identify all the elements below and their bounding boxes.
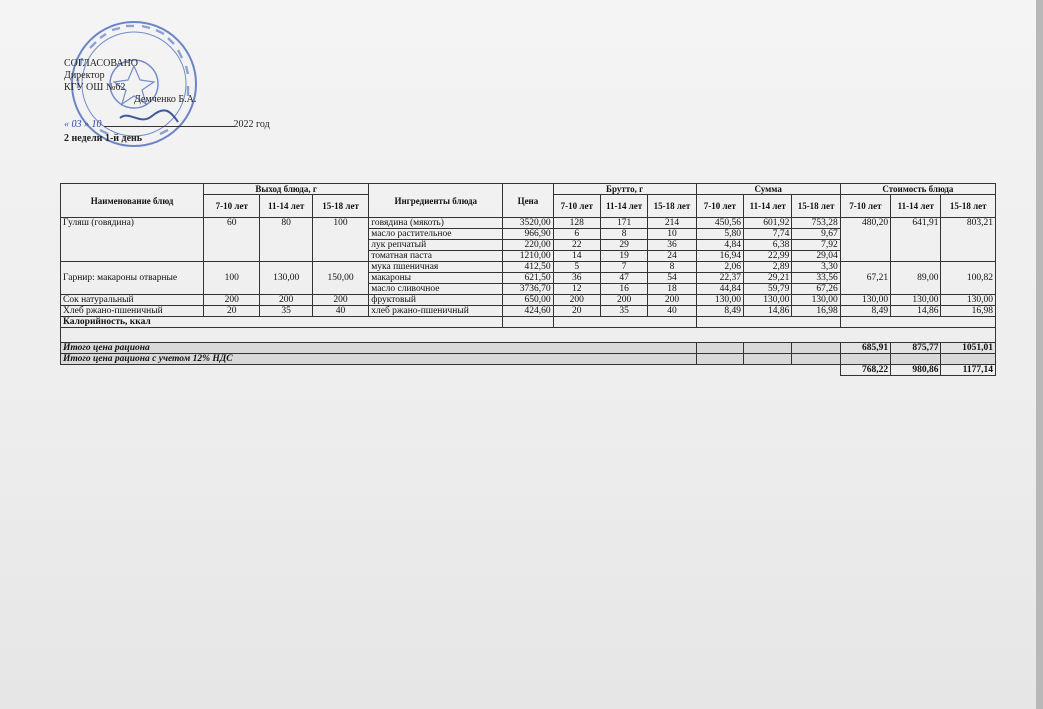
age-header: 15-18 лет: [312, 195, 368, 218]
header-yield: Выход блюда, г: [204, 184, 369, 195]
dish-name: Сок натуральный: [61, 295, 204, 306]
empty-cell: [840, 317, 995, 328]
dish-yield: [312, 262, 368, 295]
dish-cost: 803,21: [941, 218, 996, 262]
dish-yield: 60: [204, 218, 260, 262]
age-header: 7-10 лет: [696, 195, 743, 218]
dish-cost: 100,82: [941, 262, 996, 295]
dish-yield: 100: [312, 218, 368, 262]
ingredient-price: 220,00: [503, 240, 553, 251]
gross-value: 54: [648, 273, 696, 284]
sum-value: 4,84: [696, 240, 743, 251]
approval-position: Директор: [64, 70, 105, 81]
empty-cell: [553, 317, 696, 328]
gross-value: 40: [648, 306, 696, 317]
gross-value: 47: [600, 273, 647, 284]
sum-value: 7,92: [792, 240, 840, 251]
dish-cost: 130,00: [941, 295, 996, 306]
gross-value: 36: [553, 273, 600, 284]
empty-cell: [696, 317, 840, 328]
age-header: 7-10 лет: [553, 195, 600, 218]
dish-yield: [204, 262, 260, 295]
dish-cost: 14,86: [891, 306, 941, 317]
empty-cell: [840, 354, 890, 365]
ingredient-name: хлеб ржано-пшеничный: [369, 306, 503, 317]
sum-value: 753,28: [792, 218, 840, 229]
empty-cell: [744, 354, 792, 365]
ingredient-price: 621,50: [503, 273, 553, 284]
header-dish: Наименование блюд: [61, 184, 204, 218]
gross-value: 8: [648, 262, 696, 273]
sum-value: 2,06: [696, 262, 743, 273]
approval-year: 2022 год: [233, 119, 270, 130]
dish-yield: 35: [260, 306, 312, 317]
empty-cell: [941, 354, 996, 365]
gross-value: 171: [600, 218, 647, 229]
approval-signature: Демченко Б.А.: [134, 94, 197, 105]
sum-value: 3,30: [792, 262, 840, 273]
total-vat-values-row: [61, 365, 996, 376]
ingredient-name: масло сливочное: [369, 284, 503, 295]
gross-value: 200: [648, 295, 696, 306]
calories-label: Калорийность, ккал: [61, 317, 503, 328]
ingredient-name: говядина (мякоть): [369, 218, 503, 229]
empty-cell: [503, 317, 553, 328]
ingredient-price: 412,50: [503, 262, 553, 273]
menu-cost-table: [60, 183, 996, 376]
gross-value: 5: [553, 262, 600, 273]
header-price: Цена: [503, 184, 553, 218]
table-row: [61, 218, 996, 229]
age-header: 11-14 лет: [600, 195, 647, 218]
sum-value: 29,21: [744, 273, 792, 284]
age-header: 15-18 лет: [648, 195, 696, 218]
total-value: 685,91: [840, 343, 890, 354]
age-header: 11-14 лет: [744, 195, 792, 218]
sum-value: 130,00: [744, 295, 792, 306]
gross-value: 12: [553, 284, 600, 295]
sum-value: 14,86: [744, 306, 792, 317]
gross-value: 214: [648, 218, 696, 229]
ingredient-name: макароны: [369, 273, 503, 284]
gross-value: 36: [648, 240, 696, 251]
dish-yield: 200: [204, 295, 260, 306]
gross-value: 128: [553, 218, 600, 229]
calories-row: [61, 317, 996, 328]
total-vat-value: 1177,14: [941, 365, 996, 376]
dish-cost: 130,00: [840, 295, 890, 306]
dish-cost: 641,91: [891, 218, 941, 262]
empty-cell: [61, 328, 996, 343]
total-vat-value: 980,86: [891, 365, 941, 376]
approval-organization: КГУ ОШ №62: [64, 82, 126, 93]
spacer-row: [61, 328, 996, 343]
ingredient-price: 3736,70: [503, 284, 553, 295]
gross-value: 14: [553, 251, 600, 262]
sum-value: 22,37: [696, 273, 743, 284]
dish-name: [61, 262, 204, 295]
approval-block: [64, 58, 270, 145]
total-vat-row: [61, 354, 996, 365]
gross-value: 24: [648, 251, 696, 262]
empty-cell: [792, 343, 840, 354]
dish-cost: 130,00: [891, 295, 941, 306]
total-vat-value: 768,22: [840, 365, 890, 376]
total-label: Итого цена рациона: [61, 343, 697, 354]
empty-cell: [61, 365, 841, 376]
sum-value: 7,74: [744, 229, 792, 240]
dish-yield-text: 100: [224, 273, 239, 283]
sum-value: 22,99: [744, 251, 792, 262]
ingredient-price: 1210,00: [503, 251, 553, 262]
header-ingredients: Ингредиенты блюда: [369, 184, 503, 218]
sum-value: 44,84: [696, 284, 743, 295]
sum-value: 59,79: [744, 284, 792, 295]
age-header: 7-10 лет: [204, 195, 260, 218]
sum-value: 9,67: [792, 229, 840, 240]
gross-value: 8: [600, 229, 647, 240]
gross-value: 6: [553, 229, 600, 240]
dish-cost: 480,20: [840, 218, 890, 262]
ingredient-price: 966,90: [503, 229, 553, 240]
ingredient-name: томатная паста: [369, 251, 503, 262]
dish-yield: 40: [312, 306, 368, 317]
sum-value: 2,89: [744, 262, 792, 273]
dish-cost: 16,98: [941, 306, 996, 317]
dish-yield: 20: [204, 306, 260, 317]
dish-yield-text: 150,00: [327, 273, 354, 283]
gross-value: 7: [600, 262, 647, 273]
total-value: 875,77: [891, 343, 941, 354]
table-row: [61, 295, 996, 306]
approval-title: СОГЛАСОВАНО: [64, 58, 139, 69]
ingredient-name: фруктовый: [369, 295, 503, 306]
age-header: 11-14 лет: [260, 195, 312, 218]
sum-value: 130,00: [792, 295, 840, 306]
header-cost: Стоимость блюда: [840, 184, 995, 195]
total-value: 1051,01: [941, 343, 996, 354]
empty-cell: [792, 354, 840, 365]
sum-value: 450,56: [696, 218, 743, 229]
sum-value: 29,04: [792, 251, 840, 262]
table-row: [61, 306, 996, 317]
dish-yield: 80: [260, 218, 312, 262]
sum-value: 16,98: [792, 306, 840, 317]
gross-value: 10: [648, 229, 696, 240]
approval-date-handwritten: « 03 » 10: [64, 119, 102, 130]
empty-cell: [891, 354, 941, 365]
sum-value: 130,00: [696, 295, 743, 306]
age-header: 15-18 лет: [941, 195, 996, 218]
age-header: 11-14 лет: [891, 195, 941, 218]
gross-value: 20: [553, 306, 600, 317]
empty-cell: [744, 343, 792, 354]
gross-value: 29: [600, 240, 647, 251]
ingredient-name: мука пшеничная: [369, 262, 503, 273]
ingredient-price: 3520,00: [503, 218, 553, 229]
date-blank-line: [104, 126, 234, 127]
table-row: [61, 262, 996, 273]
dish-cost: 67,21: [840, 262, 890, 295]
sum-value: 33,56: [792, 273, 840, 284]
gross-value: 22: [553, 240, 600, 251]
dish-name-text: Гарнир: макароны отварные: [63, 273, 178, 283]
gross-value: 35: [600, 306, 647, 317]
sum-value: 6,38: [744, 240, 792, 251]
dish-name: Гуляш (говядина): [61, 218, 204, 262]
page-edge: [1036, 0, 1043, 709]
gross-value: 200: [553, 295, 600, 306]
header-row-1: [61, 184, 996, 195]
dish-yield: 200: [312, 295, 368, 306]
header-sum: Сумма: [696, 184, 840, 195]
empty-cell: [696, 343, 743, 354]
dish-yield: 200: [260, 295, 312, 306]
sum-value: 67,26: [792, 284, 840, 295]
week-day-label: 2 недели 1-й день: [64, 133, 143, 144]
sum-value: 5,80: [696, 229, 743, 240]
dish-yield: [260, 262, 312, 295]
ingredient-price: 424,60: [503, 306, 553, 317]
ingredient-name: масло растительное: [369, 229, 503, 240]
age-header: 15-18 лет: [792, 195, 840, 218]
gross-value: 200: [600, 295, 647, 306]
dish-cost: 89,00: [891, 262, 941, 295]
dish-name: Хлеб ржано-пшеничный: [61, 306, 204, 317]
empty-cell: [696, 354, 743, 365]
total-vat-label: Итого цена рациона с учетом 12% НДС: [61, 354, 697, 365]
header-gross: Брутто, г: [553, 184, 696, 195]
sum-value: 601,92: [744, 218, 792, 229]
gross-value: 18: [648, 284, 696, 295]
total-row: [61, 343, 996, 354]
approval-date: [64, 119, 270, 131]
gross-value: 19: [600, 251, 647, 262]
age-header: 7-10 лет: [840, 195, 890, 218]
ingredient-name: лук репчатый: [369, 240, 503, 251]
sum-value: 16,94: [696, 251, 743, 262]
dish-cost: 8,49: [840, 306, 890, 317]
sum-value: 8,49: [696, 306, 743, 317]
dish-yield-text: 130,00: [273, 273, 300, 283]
gross-value: 16: [600, 284, 647, 295]
ingredient-price: 650,00: [503, 295, 553, 306]
